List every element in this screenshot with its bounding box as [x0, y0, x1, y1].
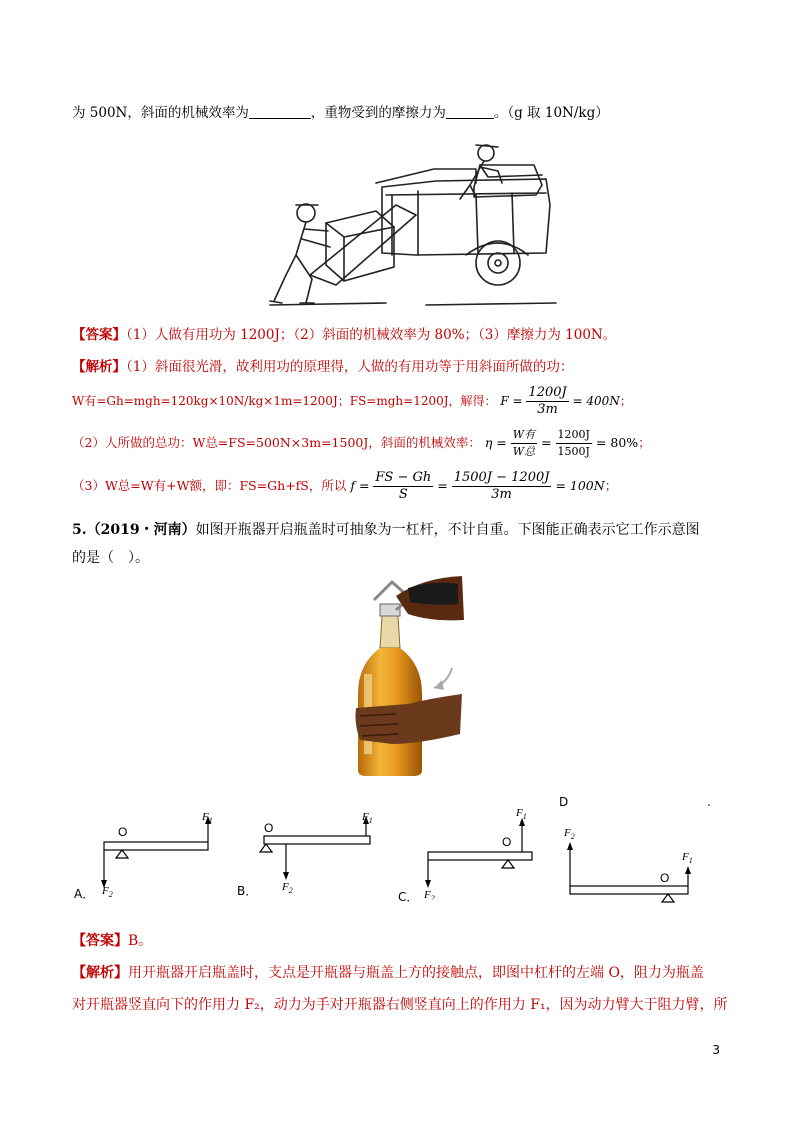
analysis-line-4: （3）W总=W有+W额，即：FS=Gh+fS，所以 f = $\frac{FS - Gh}{S}$ = $\frac{1500J - 1200J}{3m}$ = 100N；: [72, 470, 618, 502]
fraction-efficiency-symbolic: $\frac{\text{W有}}{\text{W总}}$: [512, 428, 536, 458]
f1-label-b: $F_1$: [362, 811, 373, 825]
question-top-line: 为 500N，斜面的机械效率为 ，重物受到的摩擦力为 。（g 取 10N/kg）: [72, 105, 609, 121]
pivot-label-d: O: [660, 871, 670, 885]
analysis-2-line-2: 对开瓶器竖直向下的作用力 F₂，动力为手对开瓶器右侧竖直向上的作用力 F₁，因为动力臂大于阻力臂，所: [72, 997, 728, 1013]
analysis-2-line-1: 【解析】用开瓶器开启瓶盖时，支点是开瓶器与瓶盖上方的接触点，即图中杠杆的左端 O，阻力为瓶盖: [72, 965, 704, 981]
incline-truck-illustration: [266, 135, 558, 311]
page-number: 3: [712, 1043, 720, 1057]
question-5-line-1: 5.（2019・河南）如图开瓶器开启瓶盖时可抽象为一杠杆，不计自重。下图能正确表示它工作示意图: [72, 522, 700, 538]
pivot-label-a: O: [118, 825, 128, 839]
analysis-line-3: （2）人所做的总功：W总=FS=500N×3m=1500J，斜面的机械效率： η = $\frac{\text{W有}}{\text{W总}}$ = $\frac{1200J}{1500J}$ = 80%；: [72, 428, 651, 458]
f2-label-d: $F_2$: [564, 827, 575, 841]
bottle-opener-photo: [352, 574, 464, 776]
answer-blank-friction[interactable]: [446, 104, 494, 119]
option-a-label[interactable]: A．: [74, 887, 95, 901]
option-d-label[interactable]: D: [559, 795, 569, 809]
analysis-line-2: W有=Gh=mgh=120kg×10N/kg×1m=1200J；FS=mgh=1200J，解得： F = $\frac{1200J}{3m}$ = 400N；: [72, 385, 632, 417]
option-d-lever-diagram[interactable]: [556, 822, 706, 914]
pivot-label-c: O: [502, 835, 512, 849]
f1-label-d: $F_1$: [682, 851, 693, 865]
f2-label-b: $F_2$: [282, 881, 293, 895]
fraction-friction-values: $\frac{1500J - 1200J}{3m}$: [453, 470, 550, 502]
answer-blank-efficiency[interactable]: [249, 104, 311, 119]
pivot-label-b: O: [264, 821, 274, 835]
option-c-label[interactable]: C．: [398, 890, 419, 904]
option-d-dot: .: [707, 795, 711, 809]
f1-label-a: $F_1$: [202, 811, 213, 825]
option-b-lever-diagram[interactable]: [256, 806, 386, 898]
question-5-line-2: 的是（ ）。: [72, 550, 149, 566]
fraction-friction-symbolic: $\frac{FS - Gh}{S}$: [375, 470, 432, 502]
f2-label-a: $F_2$: [102, 885, 113, 898]
fraction-force: $\frac{1200J}{3m}$: [528, 385, 567, 417]
option-b-label[interactable]: B．: [237, 884, 258, 898]
option-a-lever-diagram[interactable]: [94, 806, 224, 898]
f1-label-c: $F_1$: [516, 807, 527, 821]
answer-line-2: 【答案】B。: [72, 933, 153, 949]
analysis-line-1: 【解析】（1）斜面很光滑，故利用功的原理得，人做的有用功等于用斜面所做的功：: [72, 359, 574, 375]
f2-label-c: $F_2$: [424, 889, 435, 900]
answer-line-1: 【答案】（1）人做有用功为 1200J；（2）斜面的机械效率为 80%；（3）摩擦力为 100N。: [72, 327, 617, 343]
fraction-efficiency-values: $\frac{1200J}{1500J}$: [557, 428, 590, 458]
option-c-lever-diagram[interactable]: [412, 800, 542, 900]
